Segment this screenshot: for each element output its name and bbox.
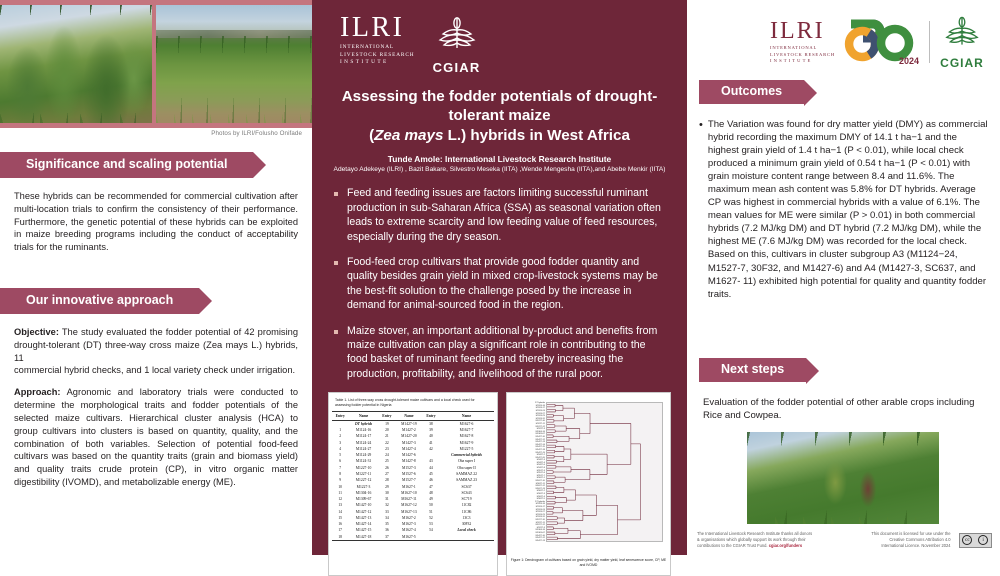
next-steps-heading: Next steps xyxy=(699,358,806,382)
table-cell: 13 xyxy=(338,503,343,508)
table-cell: M1627-12 xyxy=(401,503,417,508)
dendrogram-figure-card xyxy=(506,392,671,576)
table-cell: 27 xyxy=(385,471,389,476)
table-cell: 24 xyxy=(385,453,389,458)
table-cell: M1627-3 xyxy=(402,522,416,527)
significance-heading: Significance and scaling potential xyxy=(0,152,253,178)
licence-line-2: Creative Commons Attribution 4.0 xyxy=(889,536,951,542)
table-figure-card xyxy=(328,392,498,576)
bullet-text: Food-feed crop cultivars that provide good fodder quantity and quality besides grain yield in mixed crop-livestock systems may be the best-fit solution to the challenge posed by the increase in demand for animal-sourced food in the region. xyxy=(347,255,658,312)
table-cell: M1527-6 xyxy=(402,471,416,476)
dendrogram-leaf-label: M1427-8 xyxy=(536,467,545,470)
table-cell: 40 xyxy=(429,434,433,439)
footer xyxy=(697,531,992,549)
table-cell: 8 xyxy=(339,471,342,476)
dendrogram-leaf-label: M1124-24 xyxy=(535,410,545,413)
table-cell: 47 xyxy=(429,484,433,489)
dendrogram-leaf-label: M1124-31 xyxy=(535,516,545,519)
table-cell: M1627-10 xyxy=(401,490,417,495)
table-cell: M1427-20 xyxy=(401,434,417,439)
cgiar-logo xyxy=(938,14,986,70)
dendrogram-leaf-label: M1427-12 xyxy=(535,537,545,540)
table-cell: 35 xyxy=(385,522,389,527)
cgiar-plant-icon xyxy=(431,14,483,54)
table-cell: M1427-4 xyxy=(402,446,416,451)
dendrogram-leaf-label: M1124-16 xyxy=(535,404,545,407)
list-item xyxy=(330,255,667,313)
objective-paragraph-2: commercial hybrid checks, and 1 local variety check under irrigation. xyxy=(14,365,296,376)
dendrogram-leaf-label: M1427-3 xyxy=(536,459,545,462)
dendrogram-leaf-label: M1427-19 xyxy=(535,451,545,454)
table-cell: M1427-2 xyxy=(402,427,416,432)
dendrogram-leaf-label: M1627-11 xyxy=(535,482,545,485)
outcomes-list xyxy=(699,118,988,301)
table-cell: 11 xyxy=(338,490,342,495)
licence-line-3: International Licence. November 2024 xyxy=(881,542,951,548)
table-cell: Commercial hybrids xyxy=(451,453,482,458)
ilri-tagline xyxy=(770,45,835,65)
table-cell: M1527-7 xyxy=(402,478,416,483)
table-cell: M1627-13 xyxy=(401,509,417,514)
bullet-text: Feed and feeding issues are factors limiting successful ruminant production in sub-Saharan Africa (SSA) as seasonal variation often leads to extreme scarcity and low feeding value of feed resources, especially during the dry season. xyxy=(347,187,661,243)
bullet-square-icon xyxy=(334,261,338,265)
table-cell: 4 xyxy=(339,446,342,451)
figure-caption: Figure 1: Dendrogram of cultivars based on grain yield, dry matter yield, leaf senescence score, CP, ME and IVOMD xyxy=(510,558,667,567)
significance-text: These hybrids can be recommended for commercial cultivation after multi-location trials to confirm the consistency of their performance. Furthermore, the genetic potential of these hybrids can be exploited in maize breeding programs including the conduct of acceptability trials for the ruminants. xyxy=(14,191,298,253)
table-cell: 43 xyxy=(429,459,433,464)
table-cell xyxy=(332,420,348,427)
table-cell: M1124-17 xyxy=(355,434,372,439)
table-cell: 3 xyxy=(339,440,342,445)
table-cell: M1227-10 xyxy=(355,465,372,470)
donor-line-2: & organisations which globally support its work through their xyxy=(697,536,806,542)
objective-paragraph xyxy=(14,326,298,364)
table-cell: M1227-5 xyxy=(459,446,474,451)
ilri-wordmark: ILRI xyxy=(770,18,825,45)
table-cell: M1124-31 xyxy=(355,459,372,464)
table-cell: 38 xyxy=(429,421,433,426)
table-cell: M1427-6 xyxy=(402,453,416,458)
maize-photo-cobs xyxy=(747,432,939,524)
table-cell: 45 xyxy=(429,471,433,476)
table-cell: SAMMAZ 22 xyxy=(456,471,477,476)
cc-icon: cc xyxy=(962,535,972,545)
table-column-header: Entry xyxy=(332,412,348,420)
table-cell: 29 xyxy=(385,484,389,489)
cultivar-table xyxy=(332,411,494,541)
table-cell: 51 xyxy=(429,509,433,514)
table-cell: 13C3 xyxy=(462,515,471,520)
table-cell: SAMMAZ 23 xyxy=(456,478,477,483)
table-cell: SC719 xyxy=(461,497,472,502)
donor-line-1: The International Livestock Research Institute thanks all donors xyxy=(697,530,813,536)
cc-by-icon: i xyxy=(978,535,988,545)
poster-title-line1: Assessing the fodder potentials of drought-tolerant maize xyxy=(341,88,658,125)
table-cell: 53 xyxy=(429,522,433,527)
table-cell: 15 xyxy=(338,515,343,520)
table-cell: 28 xyxy=(385,478,389,483)
table-cell: 18 xyxy=(332,534,348,541)
table-cell xyxy=(423,534,439,541)
dendrogram-leaf-label: M1427-13 xyxy=(535,441,545,444)
list-item xyxy=(330,186,667,244)
ilri-tagline-line3: INSTITUTE xyxy=(770,58,813,64)
dendrogram-leaf-label: M1124-17 xyxy=(535,505,545,508)
table-cell: 11C82 xyxy=(461,503,472,508)
table-cell: M1427-15 xyxy=(355,528,372,533)
anniversary-year: 2024 xyxy=(898,56,919,66)
dendrogram-leaf-label: M1427-20 xyxy=(535,456,545,459)
bullet-text: Maize stover, an important additional by-product and benefits from maize cultivation can play a significant role in contributing to the food basket of ruminant feeding and thereby increasing the production, profitability, and livelihood of the rural poor. xyxy=(347,324,658,380)
dendrogram-leaf-label: M1227-3 xyxy=(536,428,545,431)
poster-title-line2: L.) hybrids in West Africa xyxy=(443,126,630,144)
bullet-dot-icon: • xyxy=(699,119,703,131)
table-cell: 34 xyxy=(385,515,389,520)
table-cell: M1627-2 xyxy=(402,515,416,520)
dendrogram-leaf-label: M1627-3 xyxy=(536,493,545,496)
donor-line-3 xyxy=(697,543,825,549)
table-cell: M1427-10 xyxy=(355,503,372,508)
table-column-header: Name xyxy=(395,412,423,420)
dendrogram-leaf-label: M1304-16 xyxy=(535,430,545,433)
dendrogram-leaf-label: DT hybrids xyxy=(534,402,545,405)
table-cell: 50 xyxy=(429,503,433,508)
maize-photo-closeup xyxy=(0,5,152,123)
approach-label: Approach: xyxy=(14,387,61,398)
cgiar-wordmark: CGIAR xyxy=(940,56,984,70)
dendrogram-leaf-label: M1227-10 xyxy=(535,420,545,423)
table-cell: 22 xyxy=(385,440,389,445)
photo-credit: Photos by ILRI/Folusho Onifade xyxy=(211,130,302,137)
table-cell: 11C86 xyxy=(461,509,472,514)
table-cell: M1124-16 xyxy=(355,427,372,432)
table-cell: 32 xyxy=(385,503,389,508)
table-cell: 30F32 xyxy=(461,522,472,527)
table-cell: DT hybrids xyxy=(354,421,373,426)
table-column-header: Entry xyxy=(379,412,395,420)
table-cell: M1309-67 xyxy=(355,497,372,502)
table-cell: 48 xyxy=(429,490,433,495)
table-cell: M1627-9 xyxy=(459,440,474,445)
table-cell: 30 xyxy=(385,490,389,495)
outcomes-heading: Outcomes xyxy=(699,80,804,104)
dendrogram-leaf-label: M1627-5 xyxy=(536,498,545,501)
right-logos xyxy=(687,0,1000,70)
figures-row xyxy=(326,392,673,576)
table-cell: 21 xyxy=(385,434,389,439)
dendrogram-leaf-label: M1304-16 xyxy=(535,529,545,532)
dendrogram-leaf-label: M1527-7 xyxy=(536,474,545,477)
table-cell: 41 xyxy=(429,440,433,445)
table-cell: 1 xyxy=(339,427,342,432)
licence-line-1: This document is licensed for use under the xyxy=(871,530,951,536)
table-cell: 17 xyxy=(338,528,343,533)
dendrogram-leaf-label: M1227-11 xyxy=(535,422,545,425)
table-row xyxy=(332,534,494,541)
table-cell: 39 xyxy=(429,427,433,432)
table-cell: M1427-13 xyxy=(355,515,372,520)
dendrogram-leaf-label: M1227-10 xyxy=(535,518,545,521)
table-cell: M1427-14 xyxy=(355,522,372,527)
table-cell: 54 xyxy=(429,528,433,533)
table-header-row xyxy=(332,412,494,420)
table-cell: 16 xyxy=(338,522,343,527)
ilri-tagline xyxy=(340,44,415,67)
dendrogram-leaf-label: M1427-10 xyxy=(535,534,545,537)
table-cell: 31 xyxy=(385,497,389,502)
logo-divider xyxy=(929,21,930,63)
next-steps-banner-wrap xyxy=(699,358,806,382)
dendrogram-leaf-label: M1427-18 xyxy=(535,448,545,451)
right-column xyxy=(687,0,1000,555)
table-cell: 26 xyxy=(385,465,389,470)
center-logos xyxy=(326,14,673,75)
ilri-wordmark: ILRI xyxy=(340,12,405,43)
table-caption: Table 1. List of three-way cross drought-tolerant maize cultivars and a local check used for assessing fodder potential in Nigeria xyxy=(335,398,475,408)
table-cell: M1304-16 xyxy=(355,490,372,495)
dendrogram-leaf-label: M1627-4 xyxy=(536,495,545,498)
outcomes-banner-wrap xyxy=(699,80,804,104)
dendrogram-leaf-label: M1124-27 xyxy=(535,412,545,415)
dendrogram-leaf-label: M1124-31 xyxy=(535,417,545,420)
objective-text: The study evaluated the fodder potential of 42 promising drought-tolerant (DT) three-way cross maize (Zea mays L.) hybrids, 11 xyxy=(14,327,298,363)
dendrogram-canvas xyxy=(546,402,663,542)
dendrogram-leaf-label: M1627-2 xyxy=(536,490,545,493)
list-item xyxy=(330,324,667,382)
table-cell: M1427-8 xyxy=(402,459,416,464)
ilri-tagline-line1: INTERNATIONAL xyxy=(770,45,818,51)
table-cell: 52 xyxy=(429,515,433,520)
dendrogram-leaf-label: M1124-17 xyxy=(535,407,545,410)
dendrogram-leaf-label: M1309-67 xyxy=(535,433,545,436)
table-cell: 36 xyxy=(385,528,389,533)
left-column xyxy=(0,0,312,555)
table-cell: M1227-12 xyxy=(355,478,372,483)
cgiar-funders-link[interactable]: cgiar.org/funders xyxy=(768,542,803,548)
table-cell: 49 xyxy=(429,497,433,502)
table-cell: 5 xyxy=(339,453,342,458)
ilri-tagline-line2: LIVESTOCK RESEARCH xyxy=(340,51,415,58)
outcomes-text: The Variation was found for dry matter yield (DMY) as commercial hybrid recording the maximum DMY of 14.1 t ha−1 and the highest grain yield of 1.4 t ha−1 (P < 0.01), while local check produced a minimum grain yield of 0.54 t ha−1 (P < 0.01) with grain moisture content range between 8.4 and 11.6%. The maximum mean ash content was 5.8% for DT hybrids. Average CP was highest in commercial hybrids with a value of 6.1%. The mean values for ME were similar (P > 0.01) in both commercial hybrids (7.2 MJ/kg DM) and DT hybrid (7.2 MJ/kg DM), while the highest ME (7.6 MJ/kg DM) was recorded for the local check. Based on this, cultivars in cluster subgroup A3 (M1124−24, M1527-7, 30F32, and M1427-6) and A4 (M1427-3, SC637, and M1627- 11) exhibited high potential for quality and quantity fodder traits. xyxy=(707,119,988,300)
table-cell: M1427-19 xyxy=(401,421,417,426)
table-cell: M1124-24 xyxy=(355,440,372,445)
dendrogram-leaf-label: M1227-12 xyxy=(535,425,545,428)
dendrogram-leaf-label: M1627-13 xyxy=(535,487,545,490)
table-cell: M1627-7 xyxy=(459,427,474,432)
table-column-header: Name xyxy=(348,412,378,420)
table-cell: M1427-12 xyxy=(355,509,372,514)
significance-banner-wrap xyxy=(0,152,253,178)
poster-title xyxy=(326,87,673,145)
dendrogram-leaf-label: M1427-14 xyxy=(535,443,545,446)
table-cell: 7 xyxy=(339,465,342,470)
table-cell: 2 xyxy=(339,434,342,439)
table-cell: Oba super I xyxy=(457,459,476,464)
donor-line-3-text: contributions to the CGIAR Trust Fund. xyxy=(697,542,768,548)
ilri-tagline-line2: LIVESTOCK RESEARCH xyxy=(770,51,835,57)
poster-title-species: Zea mays xyxy=(374,126,444,144)
table-cell: SC643 xyxy=(461,490,472,495)
dendrogram-leaf-label: M1427-15 xyxy=(535,446,545,449)
co-authors: Adetayo Adekeye (ILRI) , Bazit Bakare, Silvestro Meseka (IITA) ,Wende Mengesha (IITA),and Abebe Menkir (IITA) xyxy=(333,166,666,174)
dendrogram-leaf-label: M1627-10 xyxy=(535,480,545,483)
table-cell: 44 xyxy=(429,465,433,470)
dendrogram-leaf-labels xyxy=(512,402,545,542)
table-cell: M1627-11 xyxy=(401,497,417,502)
presenting-author: Tunde Amole: International Livestock Research Institute xyxy=(387,154,612,165)
ilri-tagline-line3: INSTITUTE xyxy=(340,59,389,66)
table-column-header: Name xyxy=(439,412,494,420)
approach-text: Agronomic and laboratory trials were conducted to determine the morphological traits and fodder potentials of the selected maize cultivars. Hierarchical cluster analysis (HCA) to group cultivars into clusters is based on quantity, quality, and the combination of both variables. Selection of potential food-feed cultivars was based on the quantity traits (grain and biomass yield) and quality traits crude protein (CP), in vitro organic matter digestibility (IVOMD), and metabolizable energy (ME). xyxy=(14,387,298,488)
cgiar-logo xyxy=(431,14,483,75)
table-cell: 20 xyxy=(385,427,389,432)
ilri-logo xyxy=(770,19,835,65)
table-cell: M1227-11 xyxy=(355,471,372,476)
dendrogram-plot xyxy=(510,396,667,556)
table-cell: SC637 xyxy=(461,484,472,489)
table-cell: 25 xyxy=(385,459,389,464)
dendrogram-leaf-label: M1427-13 xyxy=(535,539,545,542)
table-cell: M1427-3 xyxy=(402,440,416,445)
bullet-square-icon xyxy=(334,192,338,196)
table-column-header: Entry xyxy=(423,412,439,420)
table-cell: M1124-29 xyxy=(355,453,372,458)
intro-bullet-list xyxy=(326,186,673,381)
dendrogram-leaf-label: M1124-29 xyxy=(535,415,545,418)
dendrogram-leaf-label: M1627-1 xyxy=(536,477,545,480)
photo-band xyxy=(0,0,312,128)
dendrogram-leaf-label: M1527-6 xyxy=(536,472,545,475)
dendrogram-leaf-label: M1124-16 xyxy=(535,503,545,506)
center-column xyxy=(312,0,687,567)
table-cell: 46 xyxy=(429,478,433,483)
table-cell: M1627-4 xyxy=(402,528,416,533)
dendrogram-leaf-label: M1227-12 xyxy=(535,524,545,527)
table-cell: Oba super II xyxy=(457,465,476,470)
table-cell: M1627-6 xyxy=(459,421,474,426)
dendrogram-leaf-label: M1427-4 xyxy=(536,461,545,464)
table-cell: 12 xyxy=(338,497,343,502)
anniversary-50-logo xyxy=(843,19,921,65)
table-cell: 37 xyxy=(379,534,395,541)
table-cell: 10 xyxy=(338,484,343,489)
table-cell: 33 xyxy=(385,509,389,514)
dendrogram-leaf-label: M1124-27 xyxy=(535,511,545,514)
dendrogram-leaf-label: M1124-24 xyxy=(535,508,545,511)
ilri-tagline-line1: INTERNATIONAL xyxy=(340,44,395,50)
dendrogram-svg xyxy=(547,403,662,541)
maize-photo-field xyxy=(156,5,312,123)
table-cell: M1527-3 xyxy=(402,465,416,470)
ilri-logo xyxy=(340,14,415,67)
dendrogram-leaf-label: M1227-3 xyxy=(536,526,545,529)
approach-banner-wrap xyxy=(0,288,199,314)
table-cell: 23 xyxy=(385,446,389,451)
licence-notice xyxy=(833,531,951,549)
table-cell: M1124-27 xyxy=(355,446,372,451)
table-cell: Local check xyxy=(457,528,476,533)
donor-acknowledgement xyxy=(697,531,825,549)
dendrogram-leaf-label: M1527-3 xyxy=(536,469,545,472)
dendrogram-leaf-label: M1627-12 xyxy=(535,485,545,488)
cgiar-plant-icon xyxy=(938,14,986,50)
table-cell: 6 xyxy=(339,459,342,464)
approach-heading: Our innovative approach xyxy=(0,288,199,314)
table-row xyxy=(332,420,494,427)
dendrogram-leaf-label: M1427-12 xyxy=(535,438,545,441)
list-item xyxy=(699,118,988,301)
bullet-square-icon xyxy=(334,330,338,334)
cgiar-wordmark: CGIAR xyxy=(432,60,481,75)
dendrogram-leaf-label: M1309-67 xyxy=(535,531,545,534)
table-cell: 42 xyxy=(429,446,433,451)
table-cell: M1427-18 xyxy=(348,534,378,541)
poster-title-paren-open: ( xyxy=(369,126,375,144)
dendrogram-leaf-label: M1427-6 xyxy=(536,464,545,467)
dendrogram-leaf-label: M1427-10 xyxy=(535,435,545,438)
table-cell xyxy=(439,534,494,541)
table-cell: M1627-8 xyxy=(459,434,474,439)
table-cell: M1227-3 xyxy=(356,484,371,489)
dendrogram-leaf-label: DT hybrids xyxy=(534,500,545,503)
table-cell: M1627-5 xyxy=(395,534,423,541)
next-steps-text: Evaluation of the fodder potential of other arable crops including Rice and Cowpea. xyxy=(703,397,975,422)
table-cell: M1627-1 xyxy=(402,484,416,489)
table-cell: 14 xyxy=(338,509,343,514)
dendrogram-leaf-label: M1427-2 xyxy=(536,454,545,457)
creative-commons-badge xyxy=(959,533,992,548)
objective-label: Objective: xyxy=(14,327,59,337)
table-cell: 19 xyxy=(385,421,389,426)
approach-paragraph xyxy=(14,386,298,489)
table-cell: 9 xyxy=(339,478,342,483)
dendrogram-leaf-label: M1227-11 xyxy=(535,521,545,524)
dendrogram-leaf-label: M1124-29 xyxy=(535,513,545,516)
